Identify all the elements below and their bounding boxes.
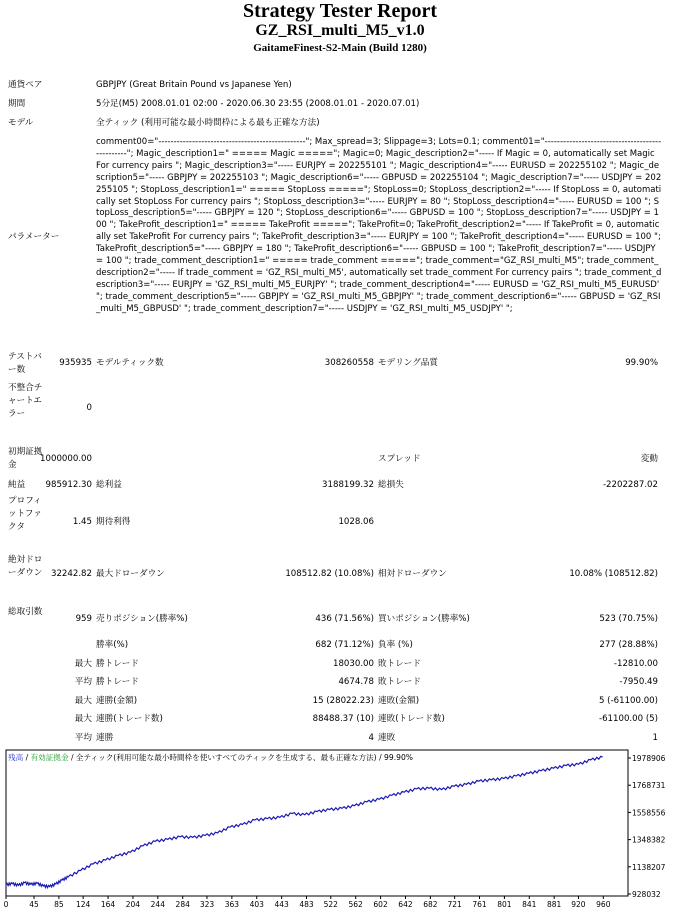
chart-legend xyxy=(8,752,413,763)
y-tick-label: 1978906 xyxy=(632,754,666,763)
max-prefix-2: 最大 xyxy=(74,696,92,706)
period-label: 期間 xyxy=(8,99,26,109)
x-tick-label: 443 xyxy=(274,900,289,909)
model-label: モデル xyxy=(8,118,34,128)
short-positions-label: 売りポジション(勝率%) xyxy=(96,614,188,624)
consec-losses-money-label: 連敗(金額) xyxy=(378,696,420,706)
params-label: パラメーター xyxy=(8,232,60,242)
x-tick-label: 85 xyxy=(54,900,64,909)
rel-drawdown-value: 10.08% (108512.82) xyxy=(569,569,658,579)
gross-profit-value: 3188199.32 xyxy=(322,480,374,490)
avg-consec-wins-label: 連勝 xyxy=(96,733,114,743)
largest-win-label: 勝トレード xyxy=(96,659,139,669)
y-tick-label: 928032 xyxy=(632,890,661,899)
legend-equity: 有効証拠金 xyxy=(30,753,69,762)
ticks-label: モデルティック数 xyxy=(96,358,164,368)
legend-balance: 残高 xyxy=(8,753,24,762)
spread-value: 変動 xyxy=(640,454,658,464)
rel-drawdown-label: 相対ドローダウン xyxy=(378,569,447,579)
avg-prefix-1: 平均 xyxy=(74,677,92,687)
total-trades-label: 総取引数 xyxy=(8,607,43,617)
gross-loss-label: 総損失 xyxy=(378,480,404,490)
total-trades-value: 959 xyxy=(75,614,92,624)
x-tick-label: 642 xyxy=(398,900,413,909)
x-tick-label: 881 xyxy=(547,900,562,909)
abs-drawdown-value: 32242.82 xyxy=(50,569,92,579)
profit-factor-value: 1.45 xyxy=(72,517,92,527)
symbol-label: 通貨ペア xyxy=(8,80,43,90)
largest-loss-label: 敗トレード xyxy=(378,659,421,669)
max-drawdown-value: 108512.82 (10.08%) xyxy=(285,569,374,579)
avg-consec-losses-label: 連敗 xyxy=(378,733,396,743)
max-prefix-3: 最大 xyxy=(74,714,92,724)
x-tick-label: 45 xyxy=(29,900,39,909)
mismatch-label: 不整合チャートエラー xyxy=(8,383,43,419)
ticks-value: 308260558 xyxy=(324,358,374,368)
largest-loss-value: -12810.00 xyxy=(613,659,658,669)
profit-factor-label: プロフィットファクタ xyxy=(8,496,42,532)
short-positions-value: 436 (71.56%) xyxy=(315,614,374,624)
report-title: Strategy Tester Report xyxy=(242,0,438,22)
avg-loss-value: -7950.49 xyxy=(619,677,658,687)
y-tick-label: 1348382 xyxy=(632,835,666,845)
x-tick-label: 721 xyxy=(447,900,462,909)
avg-consec-losses-value: 1 xyxy=(652,733,658,743)
expected-payoff-label: 期待利得 xyxy=(96,517,131,527)
gross-profit-label: 総利益 xyxy=(96,480,122,490)
x-tick-label: 761 xyxy=(472,900,487,909)
max-prefix-1: 最大 xyxy=(74,659,92,669)
avg-win-value: 4674.78 xyxy=(338,677,374,687)
abs-drawdown-label: 絶対ドローダウン xyxy=(8,555,43,578)
avg-consec-wins-value: 4 xyxy=(368,733,374,743)
max-drawdown-label: 最大ドローダウン xyxy=(96,569,165,579)
x-tick-label: 682 xyxy=(423,900,438,909)
x-tick-label: 363 xyxy=(224,900,240,909)
deposit-label: 初期証拠金 xyxy=(8,447,43,470)
balance-chart xyxy=(0,748,680,910)
consec-profit-value: 88488.37 (10) xyxy=(312,714,374,724)
x-tick-label: 920 xyxy=(571,900,586,909)
net-profit-label: 純益 xyxy=(8,480,26,490)
x-tick-label: 323 xyxy=(199,900,215,909)
y-tick-label: 1768731 xyxy=(632,781,666,791)
x-tick-label: 801 xyxy=(497,900,512,909)
avg-prefix-2: 平均 xyxy=(74,733,92,743)
expert-name: GZ_RSI_multi_M5_v1.0 xyxy=(255,22,425,39)
y-tick-label: 1558556 xyxy=(632,808,666,818)
net-profit-value: 985912.30 xyxy=(45,480,92,490)
x-tick-label: 841 xyxy=(522,900,537,909)
quality-label: モデリング品質 xyxy=(378,358,438,368)
loss-rate-label: 負率 (%) xyxy=(378,640,413,650)
win-rate-label: 勝率(%) xyxy=(96,640,129,650)
legend-description: / 全ティック(利用可能な最小時間枠を使いすべてのティックを生成する、最も正確な方法) xyxy=(68,753,377,762)
x-tick-label: 284 xyxy=(175,900,190,909)
x-tick-label: 483 xyxy=(299,900,314,909)
quality-value: 99.90% xyxy=(625,358,658,368)
legend-quality: / 99.90% xyxy=(376,753,413,762)
y-tick-label: 1138207 xyxy=(632,862,666,872)
bars-value: 935935 xyxy=(59,358,92,368)
x-tick-label: 0 xyxy=(3,900,9,909)
model-value: 全ティック (利用可能な最小時間枠による最も正確な方法) xyxy=(96,118,320,128)
server-name: GaitameFinest-S2-Main (Build 1280) xyxy=(253,42,427,54)
deposit-value: 1000000.00 xyxy=(40,454,92,464)
x-tick-label: 204 xyxy=(125,900,141,909)
consec-profit-label: 連勝(トレード数) xyxy=(96,714,163,724)
win-rate-value: 682 (71.12%) xyxy=(315,640,374,650)
consec-wins-money-value: 15 (28022.23) xyxy=(312,696,374,706)
legend-separator: / xyxy=(23,753,31,762)
x-tick-label: 562 xyxy=(348,900,363,909)
mismatch-value: 0 xyxy=(86,403,92,413)
x-tick-label: 124 xyxy=(75,900,91,909)
avg-loss-label: 敗トレード xyxy=(378,677,421,687)
bars-label: テストバー数 xyxy=(8,352,42,375)
x-tick-label: 403 xyxy=(249,900,264,909)
consec-loss-value: -61100.00 (5) xyxy=(598,714,658,724)
x-tick-label: 960 xyxy=(596,900,611,909)
long-positions-label: 買いポジション(勝率%) xyxy=(378,614,470,624)
largest-win-value: 18030.00 xyxy=(332,659,374,669)
x-tick-label: 164 xyxy=(100,900,116,909)
x-tick-label: 522 xyxy=(323,900,338,909)
consec-losses-money-value: 5 (-61100.00) xyxy=(598,696,658,706)
spread-label: スプレッド xyxy=(378,454,421,464)
consec-loss-label: 連敗(トレード数) xyxy=(378,714,445,724)
x-tick-label: 602 xyxy=(373,900,388,909)
consec-wins-money-label: 連勝(金額) xyxy=(96,696,138,706)
x-tick-label: 244 xyxy=(150,900,165,909)
long-positions-value: 523 (70.75%) xyxy=(599,614,658,624)
avg-win-label: 勝トレード xyxy=(96,677,139,687)
expected-payoff-value: 1028.06 xyxy=(338,517,374,527)
symbol-value: GBPJPY (Great Britain Pound vs Japanese Yen) xyxy=(96,80,292,90)
gross-loss-value: -2202287.02 xyxy=(602,480,658,490)
loss-rate-value: 277 (28.88%) xyxy=(599,640,658,650)
period-value: 5分足(M5) 2008.01.01 02:00 - 2020.06.30 23:55 (2008.01.01 - 2020.07.01) xyxy=(96,99,420,109)
params-value: comment00="------------------------------------------------"; Max_spread=3; Slippage=3; Lots=0.1; comment01="------------------------------------------------"; Magic_description1=" ===== Magic ====="; Magic=0; Magic_description2="----- If Magic = 0, automatically set Magic For currency pairs "; Magic_description3="----- EURJPY = 202255101 "; Magic_description4="----- EURUSD = 202255102 "; Magic_description5="----- GBPJPY = 202255103 "; Magic_description6="----- GBPUSD = 202255104 "; Magic_description7="----- USDJPY = 202255105 "; StopLoss_description1=" ===== StopLoss ====="; StopLoss=0; StopLoss_description2="----- If StopLoss = 0, automatically set StopLoss For currency pairs "; StopLoss_description3="----- EURJPY = 80 "; StopLoss_description4="----- EURUSD = 100 "; StopLoss_description5="----- GBPJPY = 120 "; StopLoss_description6="----- GBPUSD = 100 "; StopLoss_description7="----- USDJPY = 100 "; TakeProfit_description1=" ===== TakeProfit ====="; TakeProfit=0; TakeProfit_description2="----- If TakeProfit = 0, automatically set TakeProfit For currency pairs "; TakeProfit_description3="----- EURJPY = 100 "; TakeProfit_description4="----- EURUSD = 100 "; TakeProfit_description5="----- GBPJPY = 180 "; TakeProfit_description6="----- GBPUSD = 100 "; TakeProfit_description7="----- USDJPY = 100 "; trade_comment_description1=" ===== trade_comment ====="; trade_comment="GZ_RSI_multi_M5"; trade_comment_description2="----- If trade_comment = 'GZ_RSI_multi_M5', automatically set trade_comment For currency pairs "; trade_comment_description3="----- EURJPY = 'GZ_RSI_multi_M5_EURJPY' "; trade_comment_description4="----- EURUSD = 'GZ_RSI_multi_M5_EURUSD' "; trade_comment_description5="----- GBPJPY = 'GZ_RSI_multi_M5_GBPJPY' "; trade_comment_description6="----- GBPUSD = 'GZ_RSI_multi_M5_GBPUSD' "; trade_comment_description7="----- USDJPY = 'GZ_RSI_multi_M5_USDJPY' "; xyxy=(96,137,662,314)
